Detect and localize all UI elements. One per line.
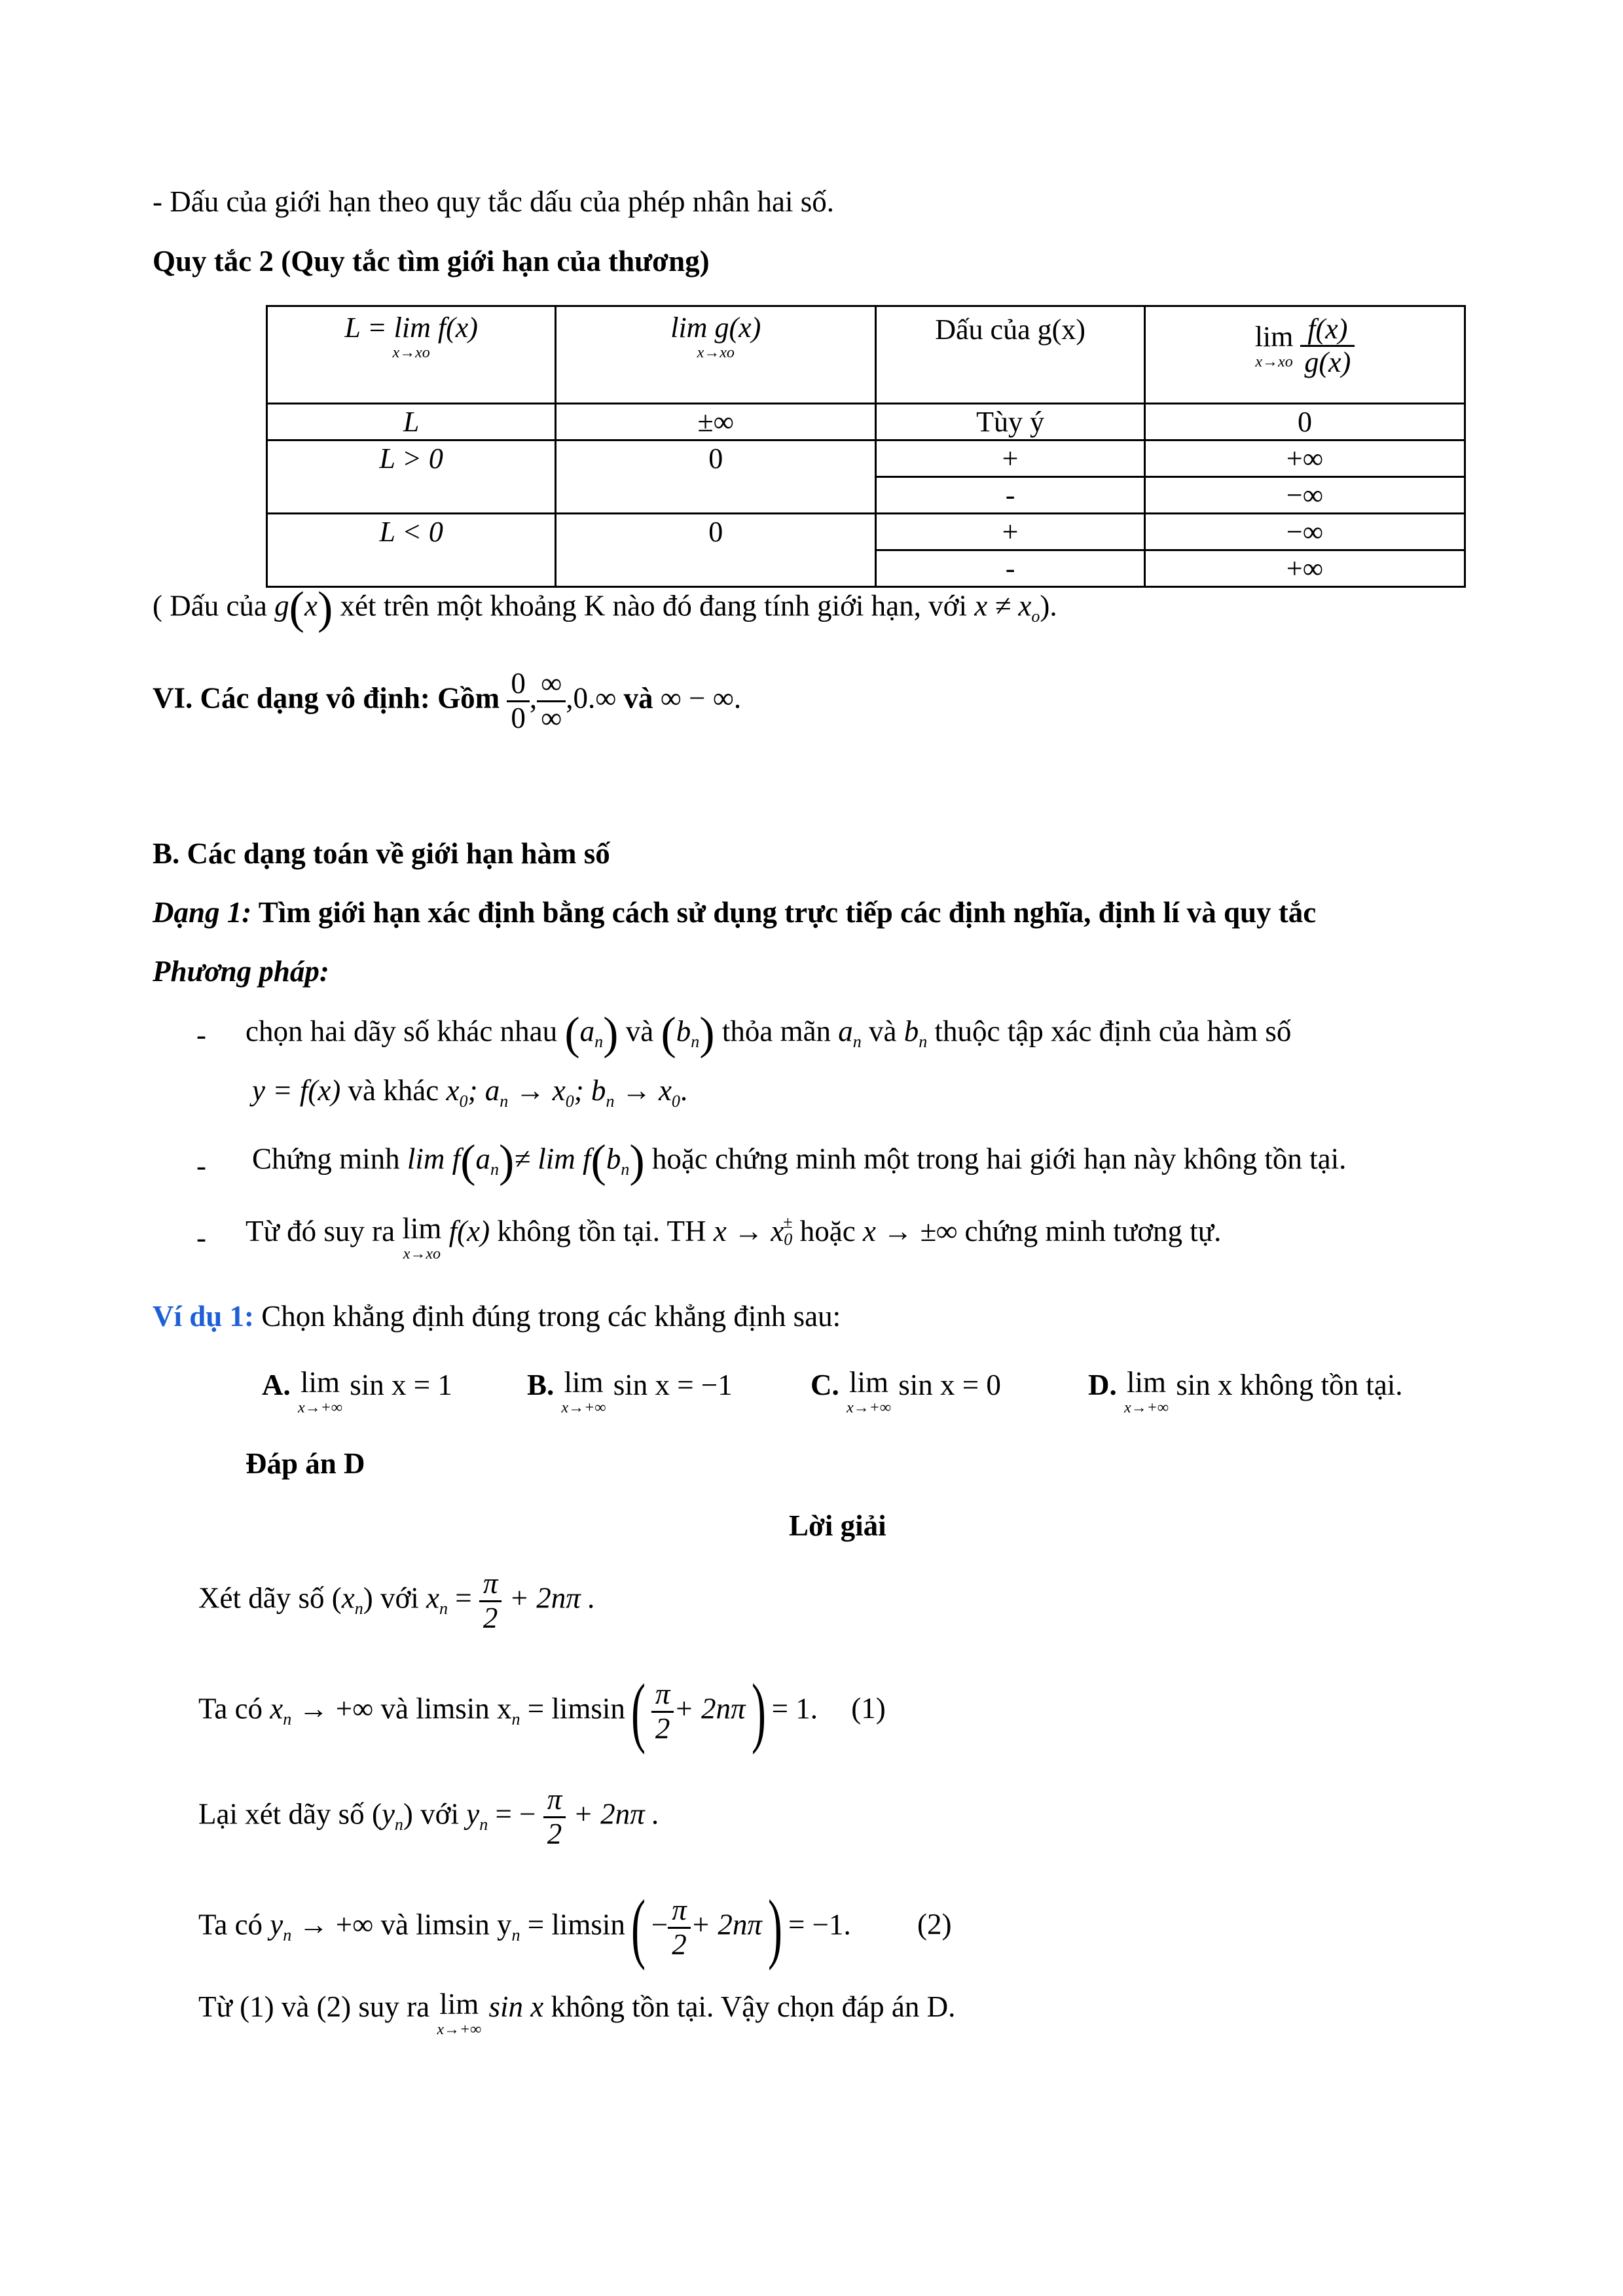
header-L: L = lim f(x) x→xo: [267, 306, 556, 404]
row3-result-a: −∞: [1144, 514, 1465, 550]
answer-label: Đáp án D: [246, 1447, 365, 1480]
dang1-heading: Dạng 1: Tìm giới hạn xác định bằng cách sử dụng trực tiếp các định nghĩa, định lí và quy tắc: [153, 896, 1317, 929]
bullet-1-line1: chọn hai dãy số khác nhau $(a_n)$ và $(b_n)$ thỏa mãn $a_n$ và $b_n$ thuộc tập xác định của hàm số: [246, 1009, 1292, 1059]
bullet-dash-1: -: [196, 1018, 206, 1051]
section-b-title: B. Các dạng toán về giới hạn hàm số: [153, 837, 610, 870]
option-c[interactable]: C. lim x→+∞ sin x = 0: [811, 1366, 1001, 1416]
row3-sign-a: +: [876, 514, 1145, 550]
option-b[interactable]: B. lim x→+∞ sin x = −1: [527, 1366, 733, 1416]
header-lim-ratio: lim x→xo $\frac{f(x)}{g(x)}$: [1144, 306, 1465, 404]
option-a[interactable]: A. lim x→+∞ sin x = 1: [262, 1366, 452, 1416]
option-d[interactable]: D. lim x→+∞ sin x không tồn tại.: [1088, 1366, 1403, 1416]
row2-result-b: −∞: [1144, 477, 1465, 514]
example-1-heading: Ví dụ 1: Chọn khẳng định đúng trong các khẳng định sau:: [153, 1300, 841, 1333]
row1-result: 0: [1144, 404, 1465, 440]
row2-L: L > 0: [267, 440, 556, 514]
limit-quotient-table: [266, 305, 1466, 588]
row3-L: L < 0: [267, 514, 556, 587]
solution-line-1: Xét dãy số $(x_n)$ với $x_n$ = $\frac{\pi}{2}$ + 2nπ .: [198, 1567, 596, 1634]
solution-conclusion: Từ (1) và (2) suy ra lim x→+∞ sin x không tồn tại. Vậy chọn đáp án D.: [198, 1988, 956, 2038]
method-heading: Phương pháp:: [153, 955, 329, 988]
row1-g: ±∞: [556, 404, 876, 440]
row2-sign-b: -: [876, 477, 1145, 514]
header-sign-g: Dấu của g(x): [876, 306, 1145, 404]
row3-result-b: +∞: [1144, 550, 1465, 587]
sign-note: ( Dấu của g(x) xét trên một khoảng K nào đó đang tính giới hạn, với $x \ne x_o$).: [153, 583, 1057, 634]
intro-line: - Dấu của giới hạn theo quy tắc dấu của phép nhân hai số.: [153, 185, 834, 218]
row3-g: 0: [556, 514, 876, 587]
row3-sign-b: -: [876, 550, 1145, 587]
row2-result-a: +∞: [1144, 440, 1465, 477]
bullet-3: Từ đó suy ra lim x→xo f(x) không tồn tại. TH x → x0± hoặc x → ±∞ chứng minh tương tự.: [246, 1212, 1222, 1263]
bullet-1-line2: y = f(x) và khác $x_0$; $a_n \to x_0$; $b_n \to x_0$.: [252, 1074, 688, 1111]
solution-line-3: Lại xét dãy số $(y_n)$ với $y_n$ = − $\frac{\pi}{2}$ + 2nπ .: [198, 1783, 660, 1850]
section-vi: VI. Các dạng vô định: Gồm $\frac{0}{0}$ , $\frac{\infty}{\infty}$ ,0.∞ và ∞ − ∞.: [153, 667, 742, 734]
header-lim-g: lim g(x) x→xo: [556, 306, 876, 404]
bullet-dash-2: -: [196, 1149, 206, 1182]
row2-sign-a: +: [876, 440, 1145, 477]
row1-L: L: [267, 404, 556, 440]
solution-line-2: Ta có $x_n$ → +∞ và limsin $x_n = limsin$( $\frac{\pi}{2}$ + 2nπ) = 1. (1): [198, 1668, 886, 1755]
rule2-title: Quy tắc 2 (Quy tắc tìm giới hạn của thương): [153, 245, 710, 278]
row2-g: 0: [556, 440, 876, 514]
row1-sign: Tùy ý: [876, 404, 1145, 440]
solution-title: Lời giải: [789, 1509, 886, 1542]
bullet-2: Chứng minh $\lim f(a_n)\ne \lim f(b_n)$ hoặc chứng minh một trong hai giới hạn này không tồn tại.: [252, 1136, 1347, 1187]
bullet-dash-3: -: [196, 1221, 206, 1254]
solution-line-4: Ta có $y_n$ → +∞ và limsin $y_n = limsin$( − $\frac{\pi}{2}$ + 2nπ) = −1. (2): [198, 1884, 952, 1971]
